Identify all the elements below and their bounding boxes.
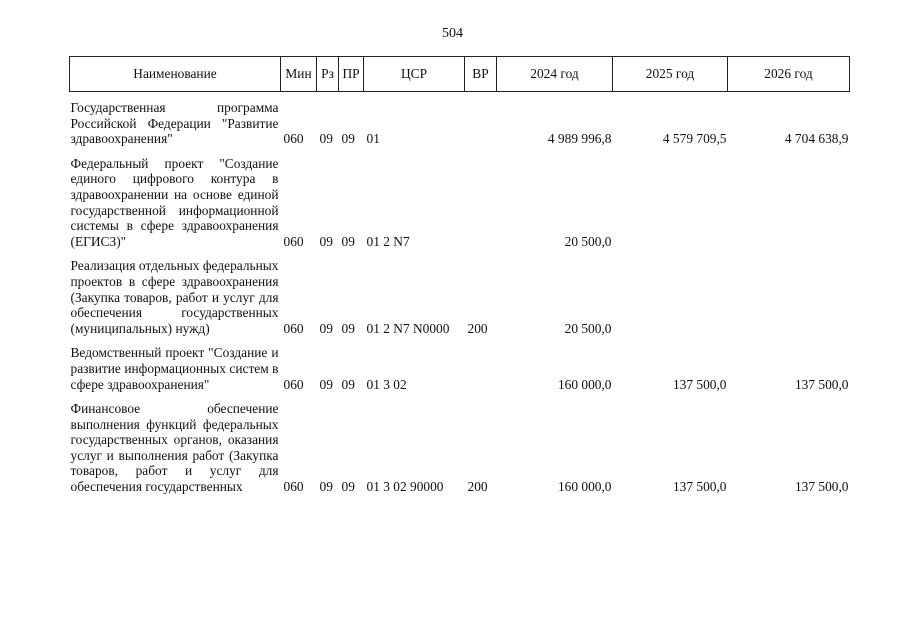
header-csr: ЦСР <box>364 57 465 92</box>
row-pr: 09 <box>341 479 355 495</box>
row-2024: 160 000,0 <box>557 479 612 495</box>
row-2025: 137 500,0 <box>672 479 727 495</box>
row-rz: 09 <box>319 479 333 495</box>
page-number: 504 <box>442 26 463 41</box>
table-row <box>70 249 850 336</box>
table-row <box>70 92 850 147</box>
row-2024: 20 500,0 <box>564 320 612 336</box>
header-rz: Рз <box>317 57 339 92</box>
row-name: Финансовое обеспечение выполнения функций федеральных государственных органов, оказания услуг и выполнения работ (Закупка товаров, работ и услуг для обеспечения государственных <box>70 401 279 495</box>
row-name: Ведомственный проект "Создание и развитие информационных систем в сфере здравоохранения" <box>70 345 279 392</box>
row-min: 060 <box>283 479 304 495</box>
row-pr: 09 <box>341 131 355 147</box>
header-vr: ВР <box>465 57 497 92</box>
row-csr: 01 2 N7 N0000 <box>366 320 450 336</box>
row-name: Федеральный проект "Создание единого цифрового контура в здравоохранении на основе единой государственной информационной системы в сфере здравоохранения (ЕГИСЗ)" <box>70 155 279 249</box>
row-vr: 200 <box>467 320 488 336</box>
row-csr: 01 <box>366 131 380 147</box>
header-pr: ПР <box>339 57 364 92</box>
row-csr: 01 3 02 <box>366 376 407 392</box>
row-name: Государственная программа Российской Федерации "Развитие здравоохранения" <box>70 100 279 147</box>
row-vr: 200 <box>467 479 488 495</box>
row-rz: 09 <box>319 376 333 392</box>
row-csr: 01 2 N7 <box>366 233 410 249</box>
row-min: 060 <box>283 376 304 392</box>
row-rz: 09 <box>319 320 333 336</box>
row-rz: 09 <box>319 233 333 249</box>
row-pr: 09 <box>341 233 355 249</box>
row-vr <box>465 92 497 147</box>
row-vr <box>465 336 497 392</box>
row-min: 060 <box>283 320 304 336</box>
row-2025: 4 579 709,5 <box>662 131 727 147</box>
row-2026: 137 500,0 <box>794 479 849 495</box>
table-header <box>70 57 850 92</box>
row-2025 <box>613 249 728 336</box>
header-2024: 2024 год <box>497 57 613 92</box>
table-row <box>70 336 850 392</box>
budget-table <box>69 56 850 495</box>
row-2024: 20 500,0 <box>564 233 612 249</box>
row-csr: 01 3 02 90000 <box>366 479 444 495</box>
row-name: Реализация отдельных федеральных проектов в сфере здравоохранения (Закупка товаров, работ и услуг для обеспечения государственных (муниципальных) нужд) <box>70 258 279 336</box>
table-row <box>70 392 850 495</box>
header-min: Мин <box>281 57 317 92</box>
row-2024: 4 989 996,8 <box>547 131 612 147</box>
row-2024: 160 000,0 <box>557 376 612 392</box>
row-pr: 09 <box>341 320 355 336</box>
row-2026 <box>728 147 850 250</box>
row-rz: 09 <box>319 131 333 147</box>
row-min: 060 <box>283 233 304 249</box>
header-2026: 2026 год <box>728 57 850 92</box>
row-2025 <box>613 147 728 250</box>
row-pr: 09 <box>341 376 355 392</box>
header-2025: 2025 год <box>613 57 728 92</box>
table-row <box>70 147 850 250</box>
row-2026 <box>728 249 850 336</box>
row-2026: 137 500,0 <box>794 376 849 392</box>
row-2025: 137 500,0 <box>672 376 727 392</box>
row-2026: 4 704 638,9 <box>784 131 849 147</box>
header-name: Наименование <box>70 57 281 92</box>
row-vr <box>465 147 497 250</box>
row-min: 060 <box>283 131 304 147</box>
